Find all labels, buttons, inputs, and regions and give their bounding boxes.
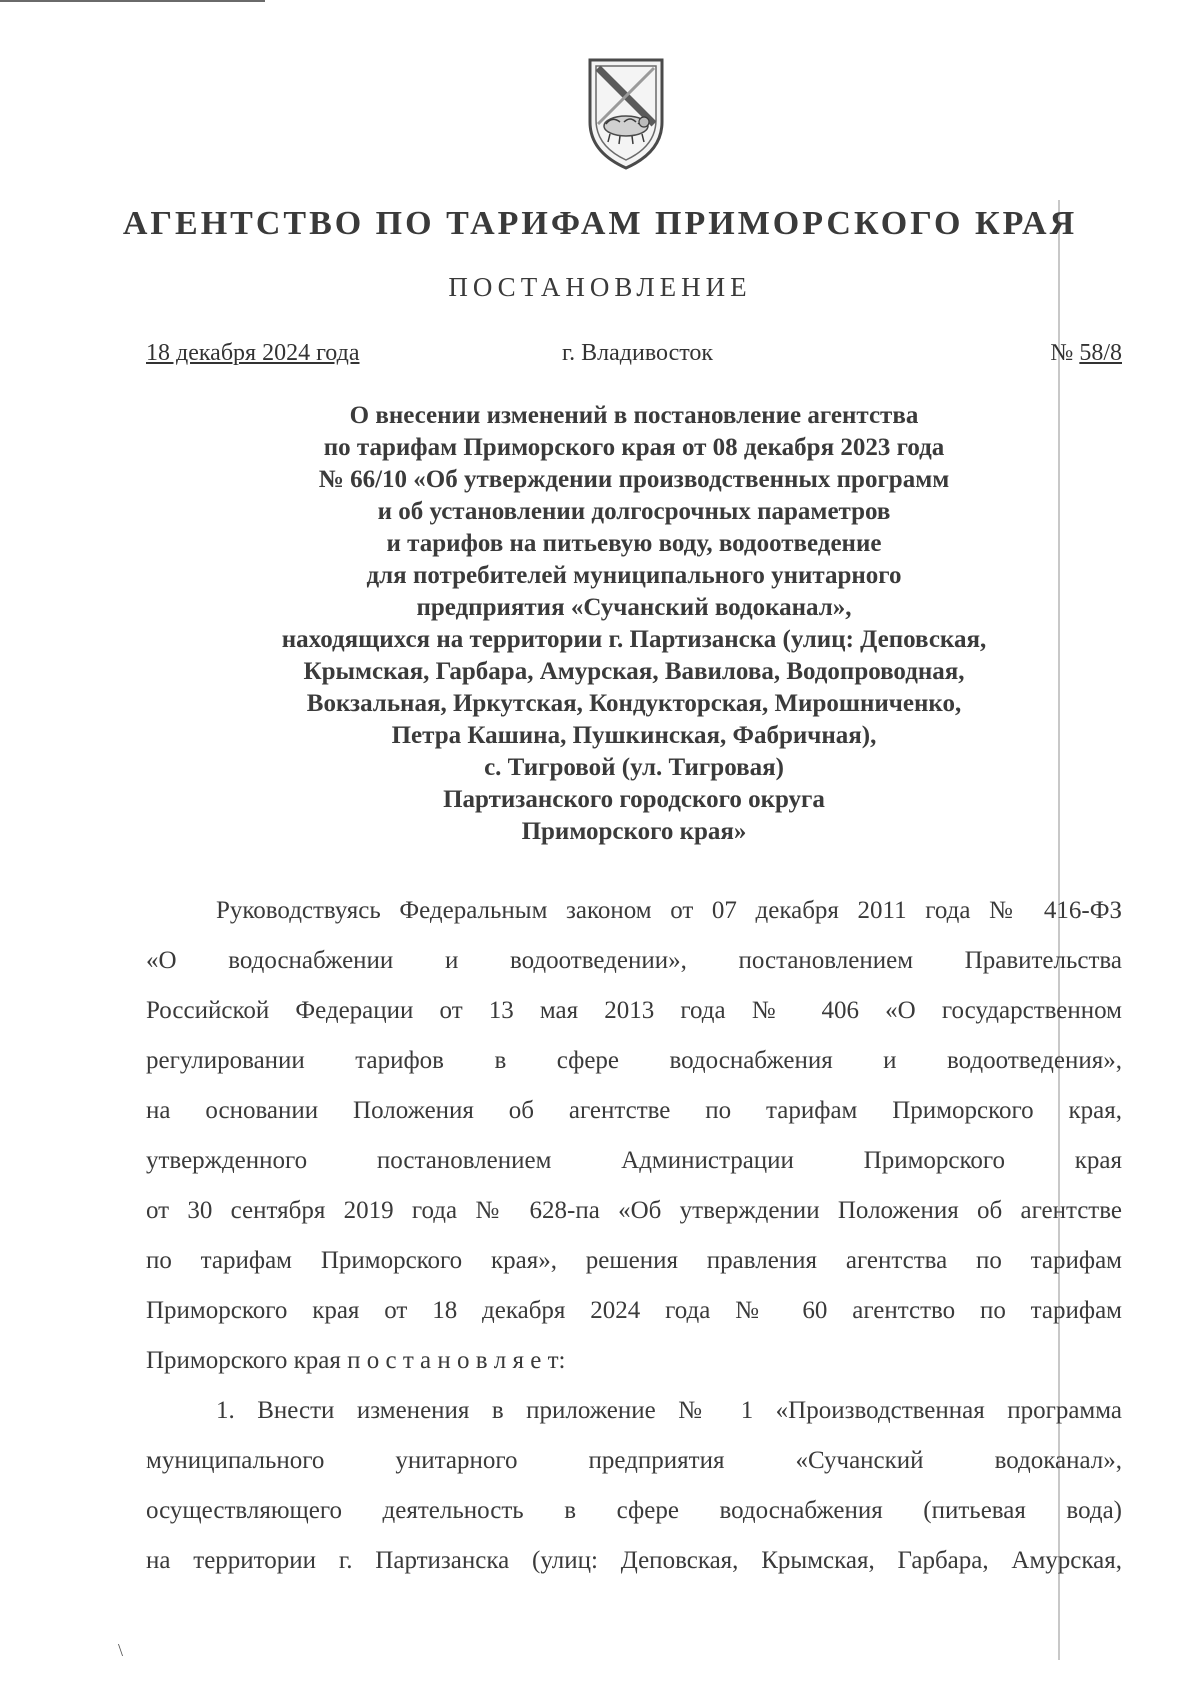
title-line: и об установлении долгосрочных параметров — [377, 498, 891, 525]
title-line: Партизанского городского округа — [443, 786, 825, 813]
body-line: 1. Внести изменения в приложение № 1 «Производственная программа — [216, 1397, 1122, 1424]
body-line: регулировании тарифов в сфере водоснабжения и водоотведения», — [146, 1047, 1122, 1074]
document-city: г. Владивосток — [562, 340, 714, 366]
title-line: по тарифам Приморского края от 08 декабря 2023 года — [323, 434, 945, 461]
title-line: для потребителей муниципального унитарного — [366, 562, 902, 589]
document-meta — [146, 340, 1122, 376]
primorsky-coat-of-arms-icon — [580, 52, 672, 174]
body-line: на основании Положения об агентстве по тарифам Приморского края, — [146, 1097, 1122, 1124]
body-line: по тарифам Приморского края», решения правления агентства по тарифам — [146, 1247, 1122, 1274]
document-title — [146, 400, 1122, 848]
title-line: с. Тигровой (ул. Тигровая) — [484, 754, 784, 781]
document-date: 18 декабря 2024 года — [146, 340, 360, 366]
agency-name: АГЕНТСТВО ПО ТАРИФАМ ПРИМОРСКОГО КРАЯ — [122, 205, 1078, 242]
document-number — [1050, 340, 1122, 367]
title-line: Вокзальная, Иркутская, Кондукторская, Мирошниченко, — [306, 690, 962, 717]
body-line: Российской Федерации от 13 мая 2013 года № 406 «О государственном — [146, 997, 1122, 1024]
body-line: Руководствуясь Федеральным законом от 07 декабря 2011 года № 416-ФЗ — [216, 897, 1122, 924]
body-line: Приморского края от 18 декабря 2024 года № 60 агентство по тарифам — [146, 1297, 1122, 1324]
number-label: № — [1050, 340, 1074, 366]
title-line: находящихся на территории г. Партизанска (улиц: Деповская, — [281, 626, 987, 653]
clause-1-paragraph — [146, 1386, 1122, 1586]
title-line: предприятия «Сучанский водоканал», — [416, 594, 852, 621]
number-value: 58/8 — [1079, 340, 1122, 366]
preamble-paragraph — [146, 886, 1122, 1386]
body-line: «О водоснабжении и водоотведении», постановлением Правительства — [146, 947, 1122, 974]
title-line: Крымская, Гарбара, Амурская, Вавилова, Водопроводная, — [303, 658, 965, 685]
body-line: утвержденного постановлением Администрации Приморского края — [146, 1147, 1122, 1174]
page-mark: \ — [118, 1640, 124, 1660]
document-type: ПОСТАНОВЛЕНИЕ — [448, 272, 752, 302]
title-line: Петра Кашина, Пушкинская, Фабричная), — [391, 722, 877, 749]
title-line: № 66/10 «Об утверждении производственных программ — [318, 466, 950, 493]
title-line: Приморского края» — [521, 818, 747, 845]
document-body — [146, 886, 1122, 1586]
body-line: от 30 сентября 2019 года № 628-па «Об утверждении Положения об агентстве — [146, 1197, 1122, 1224]
body-line: на территории г. Партизанска (улиц: Деповская, Крымская, Гарбара, Амурская, — [146, 1547, 1122, 1574]
body-line: Приморского края п о с т а н о в л я е т: — [146, 1347, 566, 1374]
body-line: осуществляющего деятельность в сфере водоснабжения (питьевая вода) — [146, 1497, 1122, 1524]
title-line: О внесении изменений в постановление агентства — [349, 402, 919, 429]
body-line: муниципального унитарного предприятия «Сучанский водоканал», — [146, 1447, 1122, 1474]
scan-edge-line — [0, 0, 265, 2]
title-line: и тарифов на питьевую воду, водоотведение — [386, 530, 882, 557]
